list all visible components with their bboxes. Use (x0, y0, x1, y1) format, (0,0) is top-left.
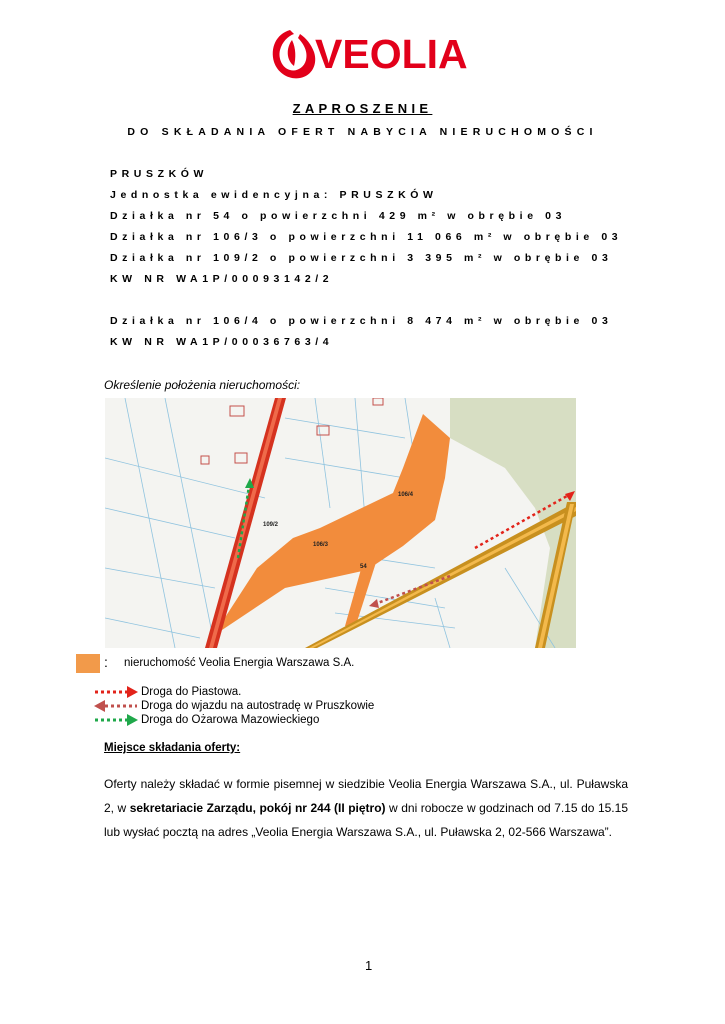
veolia-logo-text: VEOLIA (315, 31, 468, 77)
unit-line: Jednostka ewidencyjna: PRUSZKÓW (110, 189, 438, 201)
parcel-line: Działka nr 54 o powierzchni 429 m² w obrębie 03 (110, 210, 567, 222)
parcel-label-54: 54 (360, 564, 367, 570)
offer-text: w dni robocze w godzinach od 7.15 do 15.15 lub wysłać pocztą na adres „Veolia Energia Warszawa S.A., ul. Puławska 2, 02-566 Warszawa”. (104, 801, 628, 839)
offer-office: sekretariacie Zarządu, pokój nr 244 (II piętro) (129, 801, 386, 815)
location-map (105, 398, 576, 648)
offer-heading: Miejsce składania oferty: (104, 742, 241, 754)
route-arrow-right-icon (94, 686, 138, 698)
map-caption: Określenie położenia nieruchomości: (104, 378, 301, 392)
parcel-line: Działka nr 106/4 o powierzchni 8 474 m² w obrębie 03 (110, 315, 613, 327)
city-line: PRUSZKÓW (110, 168, 209, 180)
land-register-line: KW NR WA1P/00093142/2 (110, 273, 334, 285)
route-arrow-left-icon (94, 700, 138, 712)
route-label-autostrada: Droga do wjazdu na autostradę w Pruszkowie (141, 700, 375, 712)
page-number: 1 (365, 958, 373, 973)
page-subtitle: DO SKŁADANIA OFERT NABYCIA NIERUCHOMOŚCI (127, 126, 598, 138)
parcel-line: Działka nr 109/2 o powierzchni 3 395 m² w obrębie 03 (110, 252, 613, 264)
property-legend-label: nieruchomość Veolia Energia Warszawa S.A. (124, 657, 355, 669)
property-legend-swatch (76, 654, 100, 673)
parcel-label-106-4: 106/4 (398, 492, 414, 498)
land-register-line: KW NR WA1P/00036763/4 (110, 336, 334, 348)
route-label-ozarow: Droga do Ożarowa Mazowieckiego (141, 714, 320, 726)
parcel-label-109-2: 109/2 (263, 522, 279, 528)
parcel-label-106-3: 106/3 (313, 542, 329, 548)
page-title: ZAPROSZENIE (292, 101, 433, 116)
offer-text: Oferty należy składać w formie pisemnej w siedzibie Veolia Energia Warszawa S.A., ul. Puławska 2, w (104, 777, 628, 815)
parcel-line: Działka nr 106/3 o powierzchni 11 066 m² w obrębie 03 (110, 231, 623, 243)
route-arrow-right-icon (94, 714, 138, 726)
route-label-piastow: Droga do Piastowa. (141, 686, 242, 698)
legend-colon: : (104, 654, 108, 670)
offer-paragraph (104, 772, 628, 844)
